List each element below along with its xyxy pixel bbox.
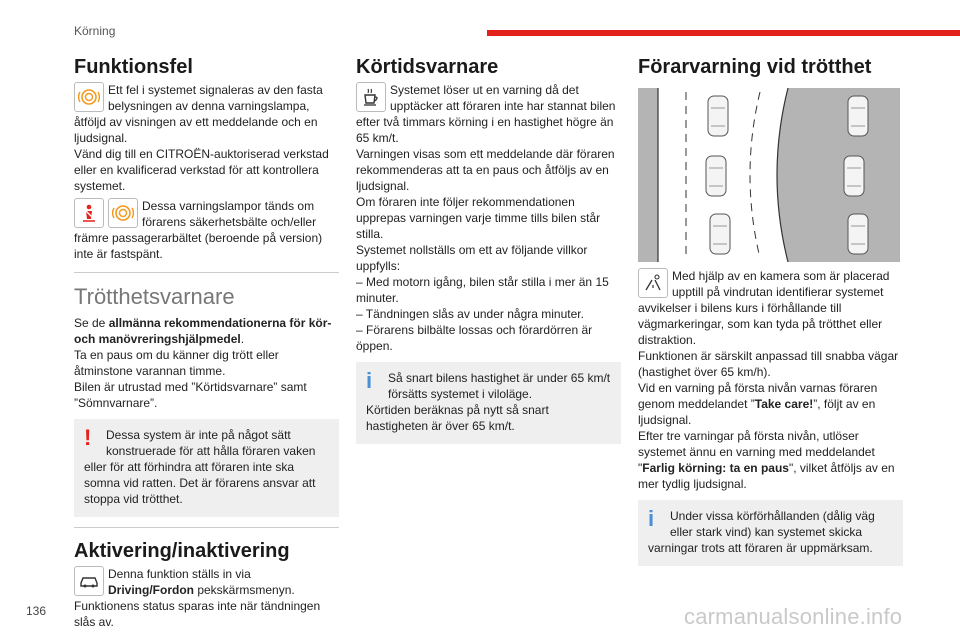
warning-box (74, 419, 339, 517)
aktivering-heading: Aktivering/inaktivering (74, 540, 290, 562)
funktionsfel-heading: Funktionsfel (74, 56, 193, 78)
trotthet-text-1: Se de allmänna rekommendationerna för kör- och manövreringshjälpmedel. (74, 316, 332, 346)
info-box (356, 362, 621, 444)
info-icon: i (648, 506, 655, 531)
warning-box-text: Dessa system är inte på något sätt konstruerade för att hålla föraren vaken eller för att förhindra att föraren inte ska somna vid ratten. Det är förarens ansvar att stoppa vid trötthet. (84, 428, 316, 506)
info-icon: i (366, 368, 373, 393)
camera-lane-icon (638, 268, 668, 298)
watermark: carmanualsonline.info (684, 604, 903, 629)
fatigue-text-4: Efter tre varningar på första nivån, utlöser systemet ännu en varning med meddelandet "Farlig körning: ta en paus", vilket åtföljs av en mer tydlig ljudsignal. (638, 429, 895, 491)
funktionsfel-text-1: Ett fel i systemet signaleras av den fasta belysningen av denna varningslampa, åtföljd av visningen av ett meddelande och en ljudsignal. (74, 83, 323, 145)
list-item: – Förarens bilbälte lossas och förardörren är öppen. (356, 323, 593, 353)
list-item: – Tändningen slås av under några minuter. (356, 307, 584, 321)
column-3 (638, 54, 903, 566)
kortid-text-2: Varningen visas som ett meddelande där föraren rekommenderas att ta en paus och åtföljs av en ljudsignal. (356, 147, 615, 193)
kortid-heading: Körtidsvarnare (356, 56, 499, 78)
aktivering-text-2: Funktionens status sparas inte när tändningen slås av. (74, 599, 321, 629)
page-number: 136 (26, 604, 47, 618)
info-box (638, 500, 903, 566)
driver-attention-icon (74, 82, 104, 112)
funktionsfel-text-3: Dessa varningslampor tänds om förarens säkerhetsbälte och/eller främre passagerarbältet (beroende på version) inte är fastspänt. (74, 199, 323, 261)
kortid-text-3: Om föraren inte följer rekommendationen upprepas varningen varje timme tills bilen står stilla. (356, 195, 601, 241)
fatigue-text-1: Med hjälp av en kamera som är placerad upptill på vindrutan identifierar systemet avvikelser i bilens kurs i förhållande till vägmarkeringar, som kan tyda på trötthet eller distraktion. (638, 269, 890, 347)
road-illustration (638, 88, 900, 262)
lane-departure-illustration (638, 88, 903, 262)
aktivering-text-1: Denna funktion ställs in via Driving/Fordon pekskärmsmenyn. (108, 567, 295, 597)
fatigue-heading: Förarvarning vid trötthet (638, 56, 872, 78)
seatbelt-warning-icon (74, 198, 104, 228)
kortid-text-1: Systemet löser ut en varning då det upptäcker att föraren inte har stannat bilen efter två timmars körning i en hastighet högre än 65 km/t. (356, 83, 616, 145)
fatigue-text-3: Vid en varning på första nivån varnas föraren genom meddelandet ”Take care!”, följt av en ljudsignal. (638, 381, 878, 427)
warning-exclamation-icon: ! (84, 425, 92, 450)
info-box-text-2: Körtiden beräknas på nytt så snart hastigheten är över 65 km/t. (366, 403, 549, 433)
driver-attention-icon (108, 198, 138, 228)
trotthet-text-3: Bilen är utrustad med ”Körtidsvarnare” samt ”Sömnvarnare”. (74, 380, 307, 410)
trotthet-heading: Trötthetsvarnare (74, 284, 235, 309)
running-header: Körning (74, 24, 116, 38)
list-item: – Med motorn igång, bilen står stilla i mer än 15 minuter. (356, 275, 609, 305)
car-icon (74, 566, 104, 596)
coffee-cup-icon (356, 82, 386, 112)
column-2 (356, 54, 621, 444)
column-1 (74, 54, 339, 630)
trotthet-text-2: Ta en paus om du känner dig trött eller åtminstone varannan timme. (74, 348, 279, 378)
kortid-text-4: Systemet nollställs om ett av följande villkor uppfylls: (356, 243, 588, 273)
info-box-text-1: Så snart bilens hastighet är under 65 km/t försätts systemet i viloläge. (388, 371, 611, 401)
fatigue-text-2: Funktionen är särskilt anpassad till snabba vägar (hastighet över 65 km/h). (638, 349, 899, 379)
header-accent-bar (487, 30, 960, 36)
info-box-text: Under vissa körförhållanden (dålig väg eller stark vind) kan systemet skicka varningar trots att föraren är uppmärksam. (648, 509, 875, 555)
funktionsfel-text-2: Vänd dig till en CITROËN-auktoriserad verkstad eller en kvalificerad verkstad för att kontrollera systemet. (74, 147, 329, 193)
